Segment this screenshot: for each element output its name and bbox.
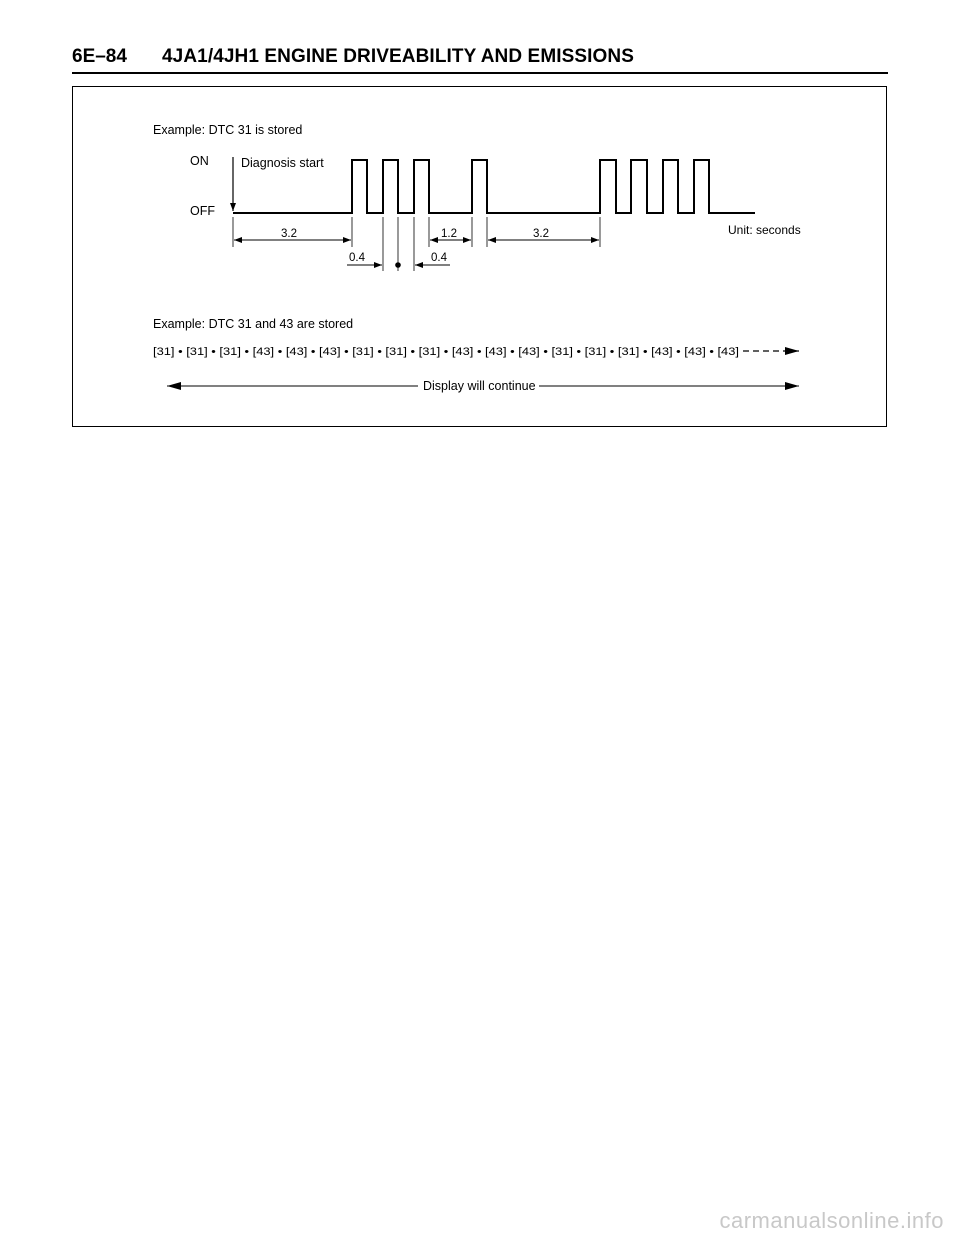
dtc-flash-figure [72,86,887,427]
page-header [72,44,888,72]
unit-label: Unit: seconds [728,223,801,237]
dim-label-separator: 1.2 [441,228,457,240]
dim-label-pulse: 0.4 [349,252,365,264]
dimension-extension-lines [233,217,600,271]
on-label: ON [190,154,209,168]
diagnosis-start-label: Diagnosis start [241,156,324,170]
dim-center-dot [395,262,401,268]
dim-label-gap: 0.4 [431,252,447,264]
example2-caption: Example: DTC 31 and 43 are stored [153,317,354,331]
page-number: 6E–84 [72,46,127,67]
dtc-flash-diagram [73,87,888,428]
dim-label-first: 3.2 [281,228,297,240]
example1-caption: Example: DTC 31 is stored [153,123,303,137]
display-continue-label: Display will continue [423,379,536,393]
off-label: OFF [190,204,215,218]
dim-label-second: 3.2 [533,228,549,240]
header-rule [72,72,888,74]
page-title: 4JA1/4JH1 ENGINE DRIVEABILITY AND EMISSIONS [162,46,635,67]
watermark: carmanualsonline.info [719,1208,944,1233]
dtc-sequence: [31] • [31] • [31] • [43] • [43] • [43] • [31] • [31] • [31] • [43] • [43] • [43] • [31] • [31] • [31] • [43] • [43] • [43] [153,346,739,358]
